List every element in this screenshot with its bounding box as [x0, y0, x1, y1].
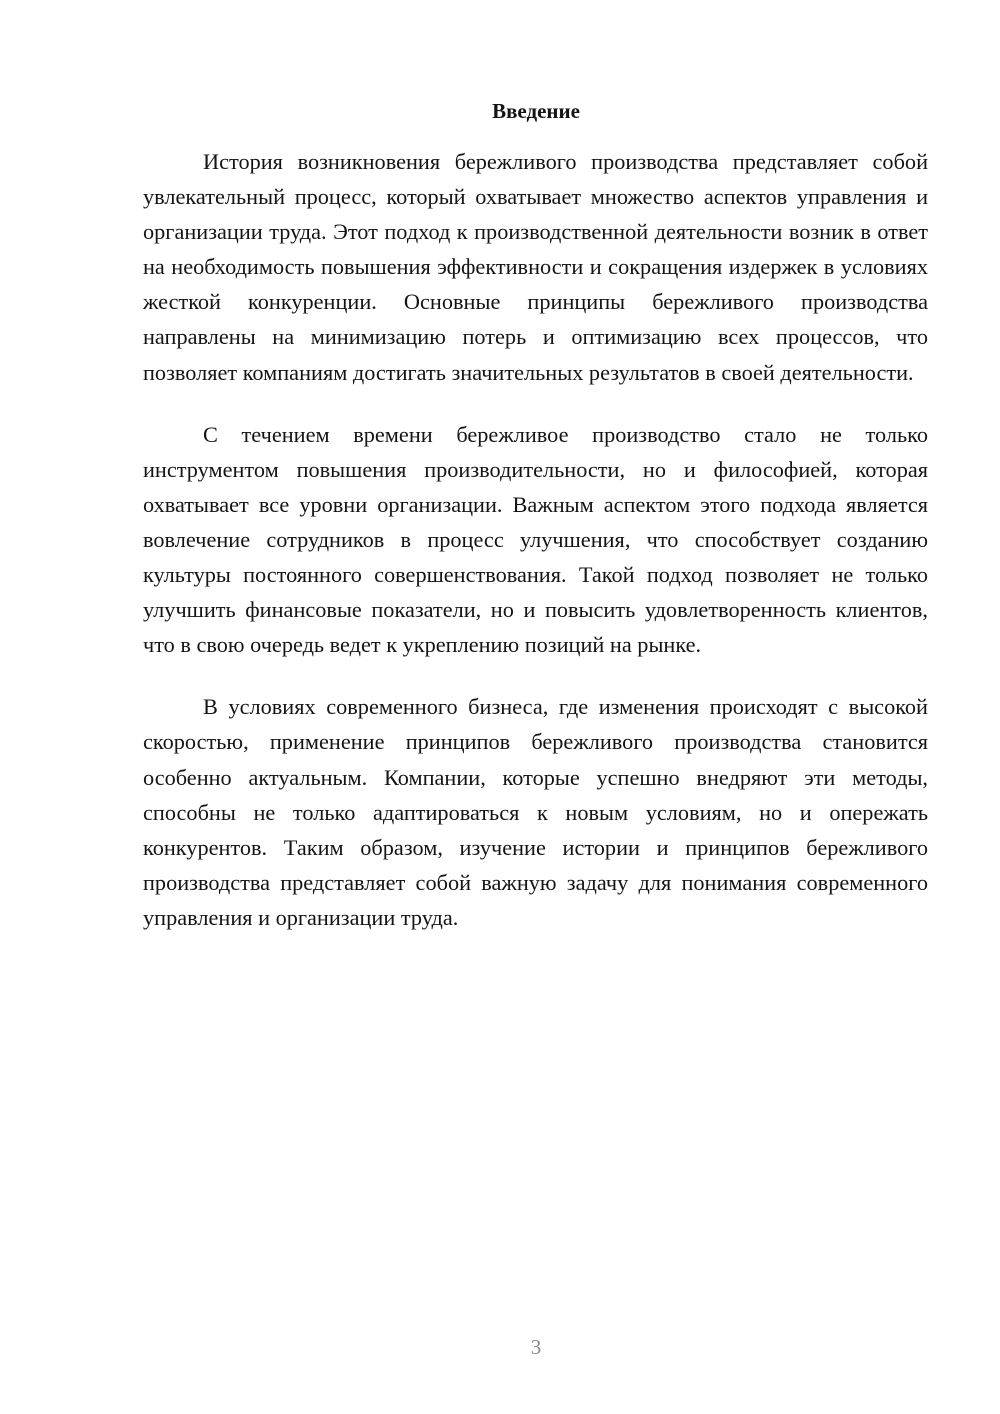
body-text	[143, 144, 928, 962]
paragraph-3: В условиях современного бизнеса, где изменения происходят с высокой скоростью, применение принципов бережливого производства становится особенно актуальным. Компании, которые успешно внедряют эти методы, способны не только адаптироваться к новым условиям, но и опережать конкурентов. Таким образом, изучение истории и принципов бережливого производства представляет собой важную задачу для понимания современного управления и организации труда.	[143, 694, 928, 930]
paragraph-2: С течением времени бережливое производство стало не только инструментом повышения производительности, но и философией, которая охватывает все уровни организации. Важным аспектом этого подхода является вовлечение сотрудников в процесс улучшения, что способствует созданию культуры постоянного совершенствования. Такой подход позволяет не только улучшить финансовые показатели, но и повысить удовлетворенность клиентов, что в свою очередь ведет к укреплению позиций на рынке.	[143, 421, 928, 658]
section-title: Введение	[492, 99, 580, 123]
paragraph-1: История возникновения бережливого производства представляет собой увлекательный процесс, который охватывает множество аспектов управления и организации труда. Этот подход к производственной деятельности возник в ответ на необходимость повышения эффективности и сокращения издержек в условиях жесткой конкуренции. Основные принципы бережливого производства направлены на минимизацию потерь и оптимизацию всех процессов, что позволяет компаниям достигать значительных результатов в своей деятельности.	[143, 149, 928, 385]
page-number: 3	[530, 1335, 542, 1359]
